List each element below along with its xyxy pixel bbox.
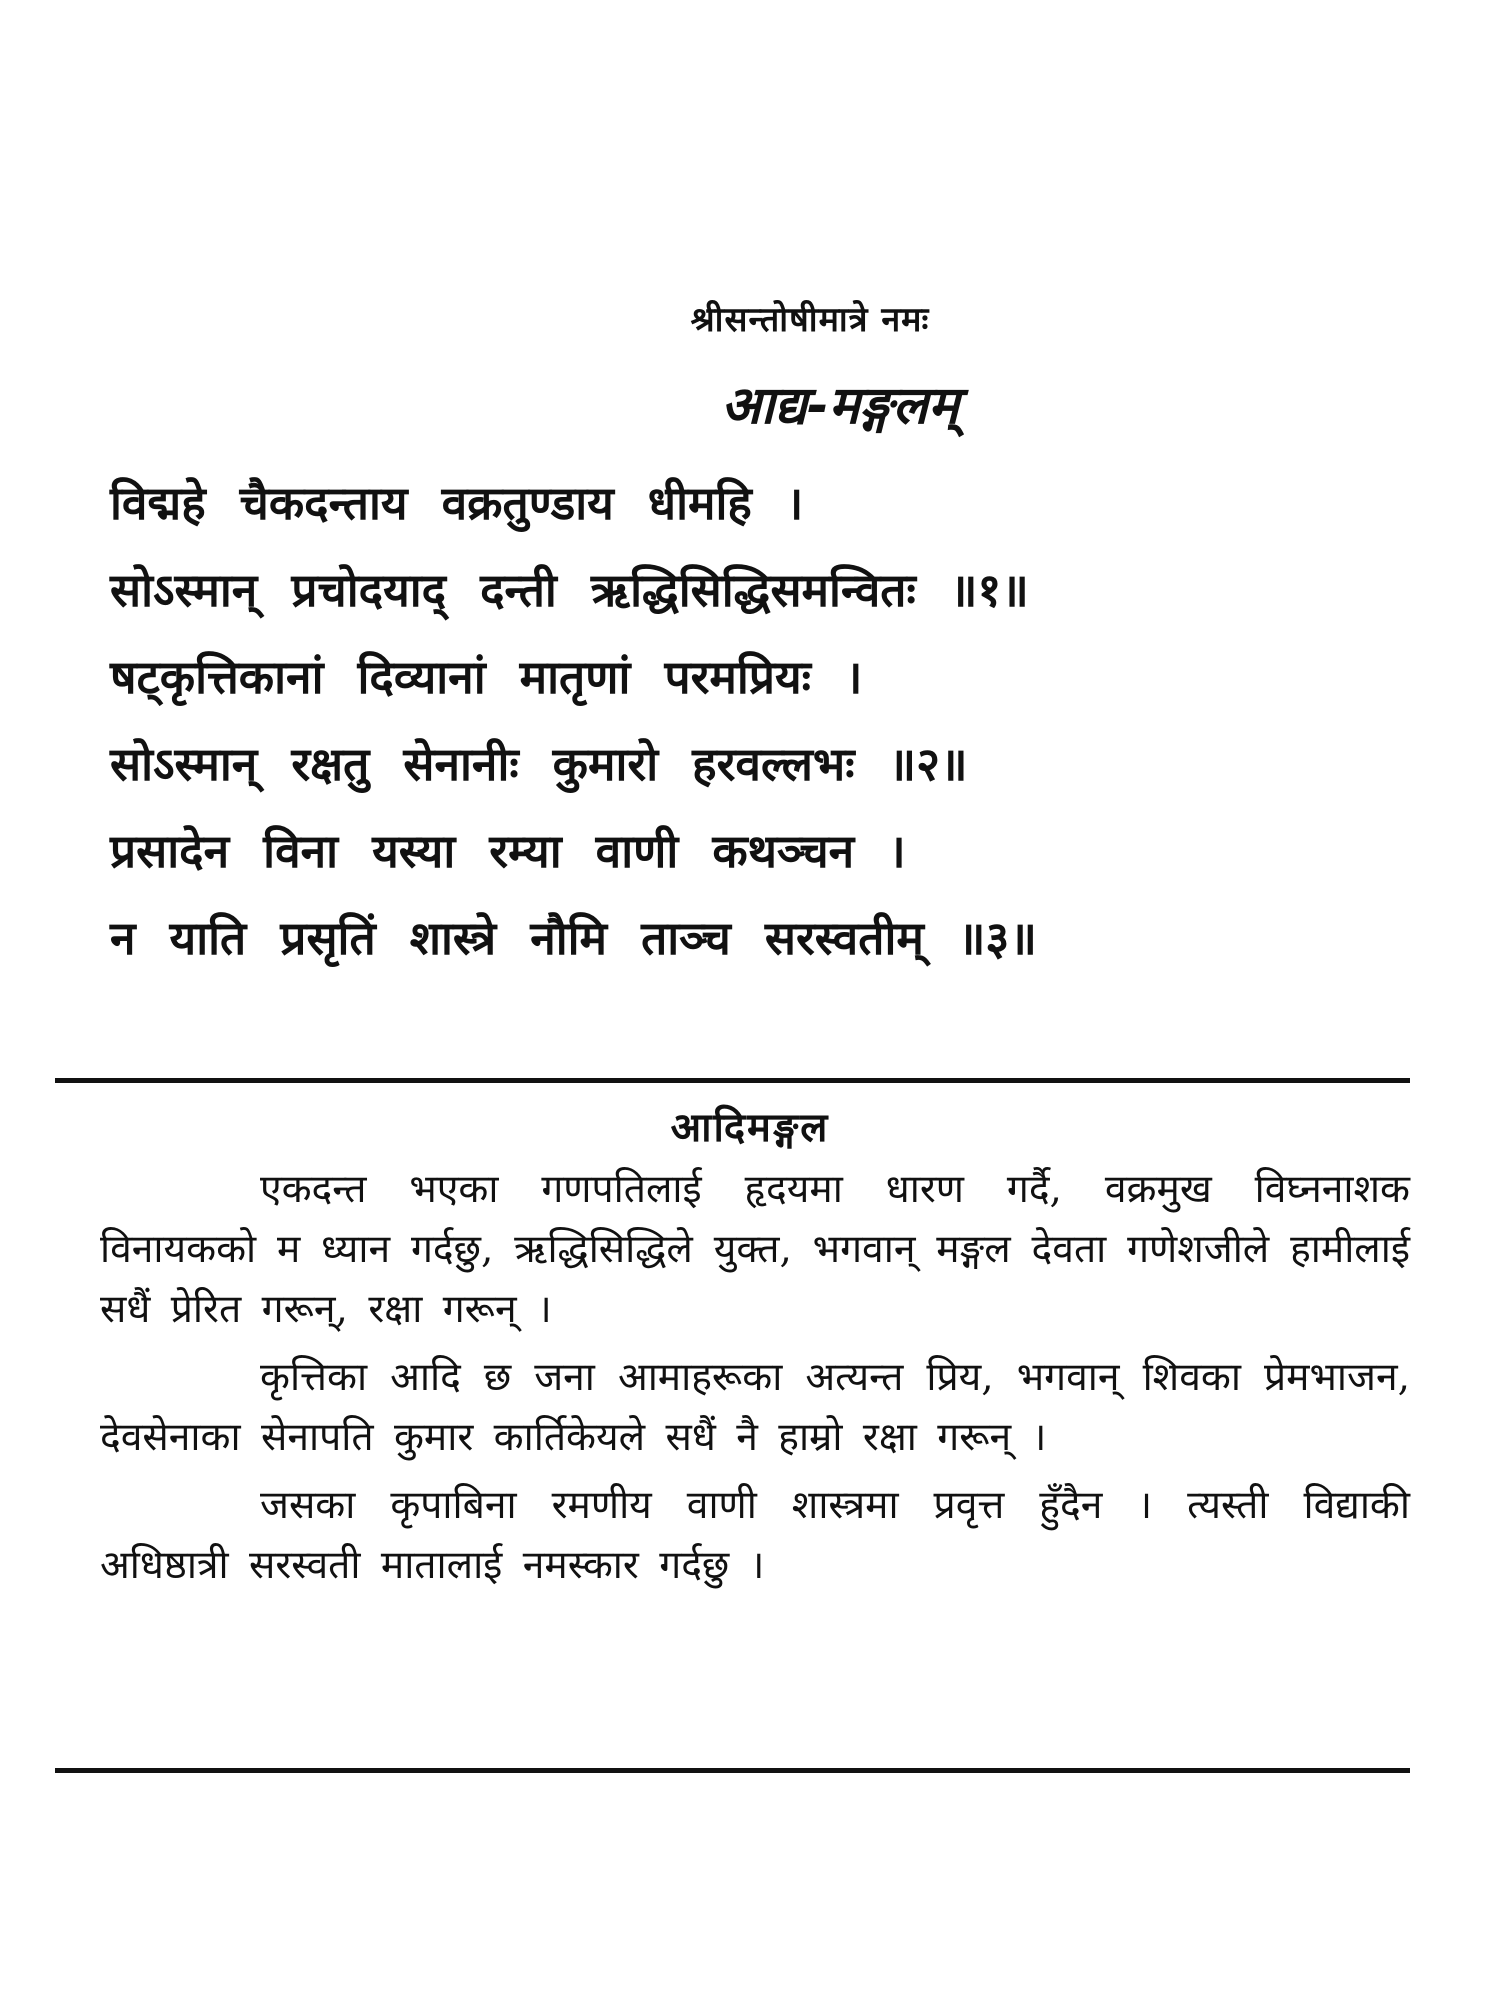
commentary-paragraph: एकदन्त भएका गणपतिलाई हृदयमा धारण गर्दै, वक्रमुख विघ्ननाशक विनायकको म ध्यान गर्दछु, ऋद्धिसिद्धिले युक्त, भगवान् मङ्गल देवता गणेशजीले हामीलाई सधैं प्रेरित गरून्, रक्षा गरून् ।: [100, 1167, 1410, 1332]
commentary-block: [100, 1160, 1410, 1604]
page-title: आद्य-मङ्गलम्: [721, 376, 959, 436]
divider-bottom: [55, 1768, 1410, 1773]
verse-line: विद्महे चैकदन्ताय वक्रतुण्डाय धीमहि ।: [110, 476, 804, 530]
invocation-line: श्रीसन्तोषीमात्रे नमः: [690, 300, 930, 340]
verse-line: सोऽस्मान् रक्षतु सेनानीः कुमारो हरवल्लभः ॥२॥: [110, 737, 968, 791]
verse-block: [110, 460, 1390, 982]
verse-line: षट्कृत्तिकानां दिव्यानां मातृणां परमप्रियः ।: [110, 650, 863, 704]
commentary-title: आदिमङ्गल: [670, 1105, 830, 1151]
verse-line: प्रसादेन विना यस्या रम्या वाणी कथञ्चन ।: [110, 824, 906, 878]
divider-top: [55, 1078, 1410, 1083]
verse-line: सोऽस्मान् प्रचोदयाद् दन्ती ऋद्धिसिद्धिसमन्वितः ॥१॥: [110, 563, 1029, 617]
commentary-paragraph: जसका कृपाबिना रमणीय वाणी शास्त्रमा प्रवृत्त हुँदैन । त्यस्ती विद्याकी अधिष्ठात्री सरस्वती मातालाई नमस्कार गर्दछु ।: [100, 1483, 1410, 1588]
verse-line: न याति प्रसृतिं शास्त्रे नौमि ताञ्च सरस्वतीम् ॥३॥: [110, 911, 1037, 965]
commentary-paragraph: कृत्तिका आदि छ जना आमाहरूका अत्यन्त प्रिय, भगवान् शिवका प्रेमभाजन, देवसेनाका सेनापति कुमार कार्तिकेयले सधैं नै हाम्रो रक्षा गरून् ।: [100, 1355, 1410, 1460]
